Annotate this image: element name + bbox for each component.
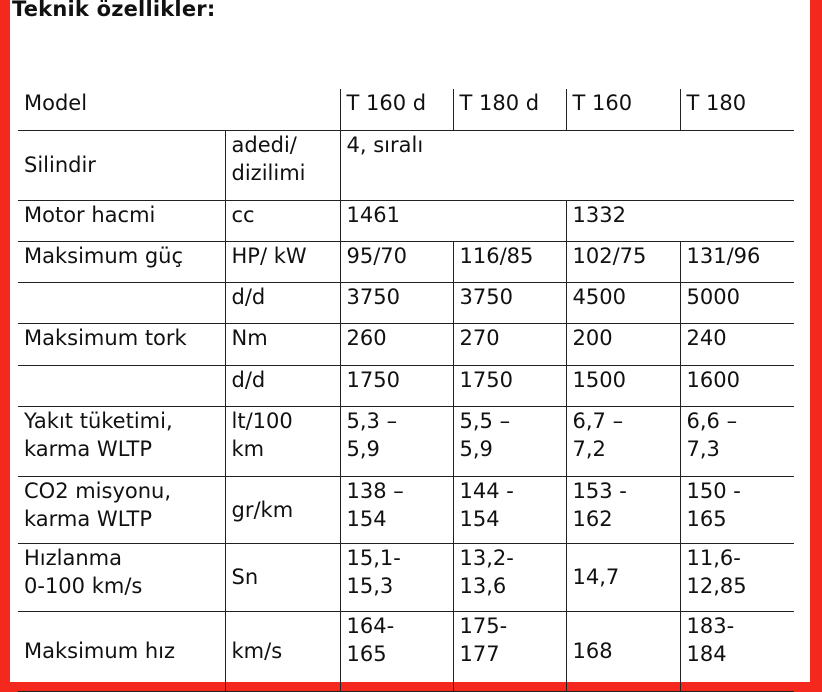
unit-cell [225,282,340,323]
unit-cell [225,476,340,543]
value-cell [453,282,566,323]
value-text: 260 [346,325,387,350]
value-text: 164- [346,613,395,638]
value-text: 12,85 [686,573,747,598]
unit-cell [225,543,340,611]
value-cell [566,282,680,323]
model-name: T 160 d [346,91,427,115]
value-text: 1600 [686,367,740,392]
value-text: 15,1- [346,545,401,570]
value-cell [340,241,453,282]
table-row [18,543,794,611]
unit-cell [225,323,340,365]
value-text: 5,5 – [459,408,511,433]
value-cell [566,323,680,365]
value-text: 13,6 [459,573,507,598]
table-row [18,200,794,241]
value-text: 1750 [459,367,513,392]
unit-cell [225,406,340,476]
value-cell [340,200,566,241]
table-row [18,476,794,543]
value-cell [453,323,566,365]
row-label: Maksimum güç [24,243,184,268]
value-text: 102/75 [572,243,647,268]
model-label: Model [24,91,88,115]
value-cell [680,476,794,543]
value-text: 144 - [459,478,514,503]
row-label: Maksimum hız [24,639,175,663]
row-label: karma WLTP [24,436,152,461]
row-label: Silindir [24,153,96,177]
unit-text: dizilimi [231,160,306,185]
value-cell [340,323,453,365]
model-name: T 160 [572,91,633,115]
row-label: CO2 misyonu, [24,478,172,503]
value-cell [566,611,680,691]
value-text: 15,3 [346,573,394,598]
row-label-cell [18,611,225,691]
value-text: 1332 [572,202,626,227]
value-text: 183- [686,613,735,638]
value-text: 1500 [572,367,626,392]
value-text: 138 – [346,478,404,503]
value-text: 14,7 [572,565,620,589]
value-cell [566,200,794,241]
model-name: T 180 [686,91,747,115]
table-header-row [18,89,794,130]
value-text: 270 [459,325,500,350]
unit-text: km/s [231,639,283,663]
value-cell [340,476,453,543]
value-text: 116/85 [459,243,534,268]
value-cell [566,476,680,543]
value-text: 184 [686,641,727,666]
unit-cell [225,365,340,406]
value-text: 4, sıralı [346,132,424,157]
value-text: 168 [572,639,613,663]
value-cell [340,611,453,691]
value-text: 175- [459,613,508,638]
value-text: 165 [346,641,387,666]
unit-cell [225,130,340,200]
row-label-cell [18,282,225,323]
unit-text: adedi/ [231,132,297,157]
row-label-cell [18,241,225,282]
table-row [18,241,794,282]
value-cell [340,406,453,476]
table-row [18,406,794,476]
value-cell [680,406,794,476]
unit-text: gr/km [231,497,294,522]
model-name: T 180 d [459,91,540,115]
value-text: 11,6- [686,545,741,570]
value-cell [340,130,794,200]
model-header-cell [566,89,680,130]
row-label: 0-100 km/s [24,573,143,598]
model-label-cell [18,89,340,130]
value-text: 1461 [346,202,400,227]
value-cell [453,476,566,543]
row-label-cell [18,543,225,611]
value-text: 5000 [686,284,740,309]
value-cell [680,282,794,323]
value-cell [340,282,453,323]
value-cell [680,365,794,406]
value-text: 3750 [346,284,400,309]
value-cell [453,365,566,406]
value-cell [566,241,680,282]
unit-cell [225,200,340,241]
value-cell [453,611,566,691]
unit-text: d/d [231,367,266,392]
table-row [18,611,794,691]
page-heading: Teknik özellikler: [12,0,216,21]
value-text: 5,9 [459,436,493,461]
unit-text: Nm [231,325,268,350]
value-text: 200 [572,325,613,350]
value-cell [453,543,566,611]
value-text: 131/96 [686,243,761,268]
value-text: 240 [686,325,727,350]
value-text: 153 - [572,478,627,503]
row-label-cell [18,200,225,241]
row-label: karma WLTP [24,506,152,531]
technical-specs-table [18,89,794,692]
value-cell [566,365,680,406]
value-text: 5,9 [346,436,380,461]
value-text: 165 [686,506,727,531]
value-text: 7,3 [686,436,720,461]
row-label: Maksimum tork [24,325,187,350]
table-row [18,365,794,406]
value-cell [453,406,566,476]
model-header-cell [680,89,794,130]
row-label-cell [18,476,225,543]
model-header-cell [340,89,453,130]
value-cell [680,611,794,691]
row-label: Yakıt tüketimi, [24,408,173,433]
value-text: 177 [459,641,500,666]
unit-cell [225,611,340,691]
value-cell [340,365,453,406]
row-label-cell [18,365,225,406]
value-cell [340,543,453,611]
value-text: 7,2 [572,436,606,461]
unit-text: km [231,436,265,461]
value-cell [680,241,794,282]
unit-text: Sn [231,565,259,589]
row-label-cell [18,130,225,200]
value-text: 5,3 – [346,408,398,433]
unit-text: d/d [231,284,266,309]
value-text: 6,6 – [686,408,738,433]
value-text: 162 [572,506,613,531]
row-label-cell [18,406,225,476]
row-label: Hızlanma [24,545,122,570]
row-label: Motor hacmi [24,202,156,227]
row-label-cell [18,323,225,365]
unit-text: cc [231,202,255,227]
value-cell [680,543,794,611]
unit-text: lt/100 [231,408,293,433]
value-text: 13,2- [459,545,514,570]
value-text: 154 [346,506,387,531]
value-text: 3750 [459,284,513,309]
value-text: 6,7 – [572,408,624,433]
value-text: 4500 [572,284,626,309]
value-text: 154 [459,506,500,531]
value-cell [566,543,680,611]
value-cell [453,241,566,282]
value-text: 150 - [686,478,741,503]
table-row [18,282,794,323]
model-header-cell [453,89,566,130]
value-text: 1750 [346,367,400,392]
value-cell [566,406,680,476]
value-text: 95/70 [346,243,408,268]
unit-cell [225,241,340,282]
table-row [18,323,794,365]
unit-text: HP/ kW [231,243,307,268]
value-cell [680,323,794,365]
table-row [18,130,794,200]
